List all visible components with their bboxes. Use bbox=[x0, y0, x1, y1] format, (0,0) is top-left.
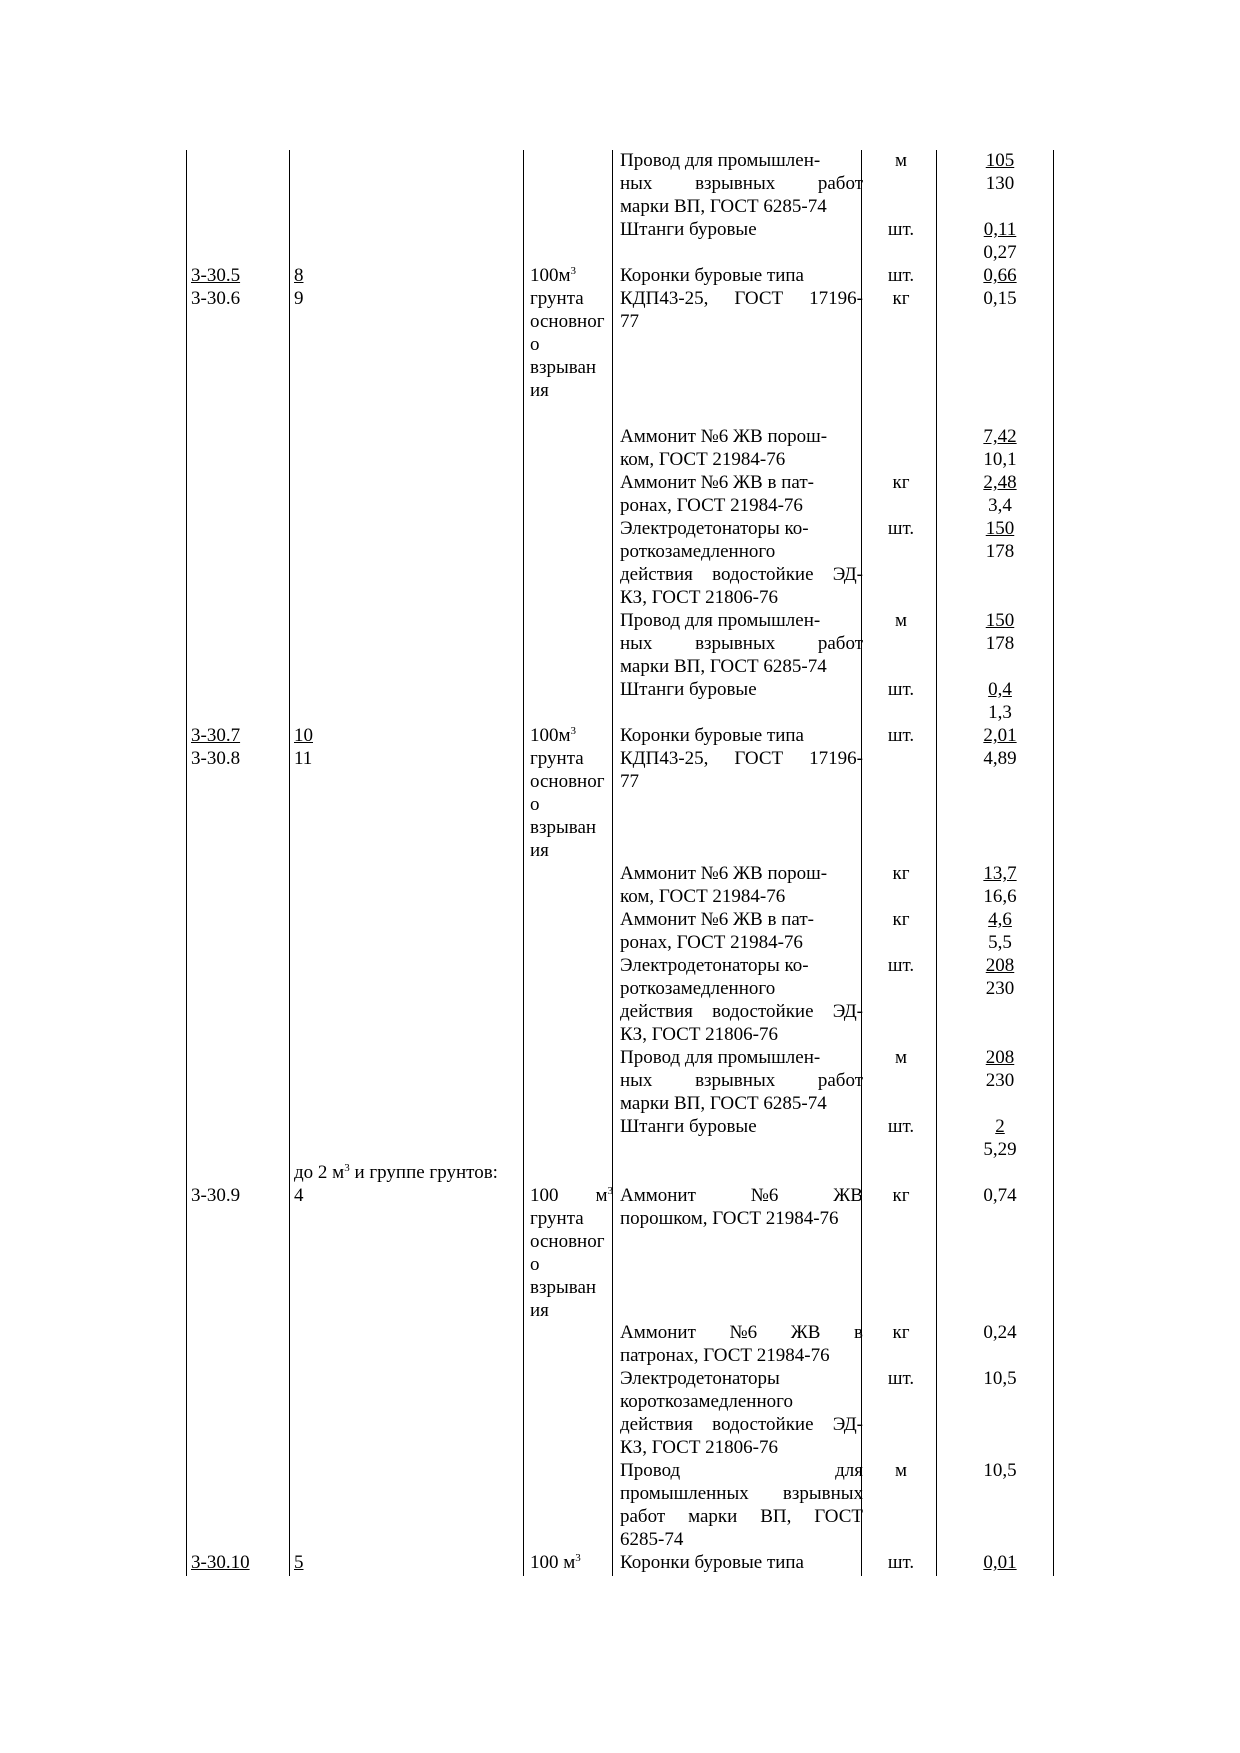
material-crowns: Коронки буровые типа КДП43-25, ГОСТ 17196- 77 bbox=[620, 725, 863, 792]
unit-cell: шт. bbox=[887, 1368, 915, 1389]
material-wire: Провод для промышлен- ных взрывных работ марки ВП, ГОСТ 6285-74 bbox=[620, 610, 863, 677]
material-ammonit-cartridges: Аммонит №6 ЖВ в пат- ронах, ГОСТ 21984-76 bbox=[620, 472, 814, 516]
col-line-1 bbox=[186, 150, 187, 1576]
value-cell: 150 178 bbox=[985, 610, 1015, 654]
row-number: 5 bbox=[294, 1552, 304, 1573]
material-wire: Провод для промышленных взрывных работ марки ВП, ГОСТ 6285-74 bbox=[620, 1460, 863, 1550]
col-line-3 bbox=[523, 150, 524, 1576]
col-line-6 bbox=[936, 150, 937, 1576]
value-cell: 105 130 bbox=[985, 150, 1015, 194]
row-number: 10 11 bbox=[294, 725, 313, 769]
unit-cell: м bbox=[894, 1460, 908, 1481]
value-cell: 0,11 0,27 bbox=[983, 219, 1017, 263]
unit-cell: кг bbox=[892, 1185, 910, 1206]
measure-unit: $100м^3$ грунта основног о взрыван ия bbox=[530, 725, 605, 861]
unit-cell: шт. bbox=[887, 679, 915, 700]
col-line-2 bbox=[289, 150, 290, 1576]
value-cell: 0,4 1,3 bbox=[988, 679, 1012, 723]
material-ammonit-cartridges: Аммонит №6 ЖВ в патронах, ГОСТ 21984-76 bbox=[620, 1322, 863, 1366]
unit-cell: шт. кг bbox=[887, 265, 915, 309]
unit-cell: шт. bbox=[887, 219, 915, 240]
unit-cell: м bbox=[894, 610, 908, 631]
value-cell: 2 5,29 bbox=[983, 1116, 1017, 1160]
material-wire: Провод для промышлен- ных взрывных работ марки ВП, ГОСТ 6285-74 bbox=[620, 150, 863, 217]
material-ammonit-powder: Аммонит №6 ЖВ порош- ком, ГОСТ 21984-76 bbox=[620, 426, 828, 470]
value-cell: 208 230 bbox=[985, 1047, 1015, 1091]
value-cell: 4,6 5,5 bbox=[988, 909, 1012, 953]
value-cell: 150 178 bbox=[985, 518, 1015, 562]
material-crowns: Коронки буровые типа bbox=[620, 1552, 804, 1573]
unit-cell: кг bbox=[892, 1322, 910, 1343]
unit-cell: м bbox=[894, 1047, 908, 1068]
material-ammonit-cartridges: Аммонит №6 ЖВ в пат- ронах, ГОСТ 21984-76 bbox=[620, 909, 814, 953]
unit-cell: шт. bbox=[887, 518, 915, 539]
unit-cell: кг bbox=[892, 909, 910, 930]
row-code: 3-30.9 bbox=[191, 1185, 241, 1206]
material-detonators: Электродетонаторы короткозамедленного действия водостойкие ЭД- КЗ, ГОСТ 21806-76 bbox=[620, 1368, 863, 1458]
unit-cell: шт. bbox=[887, 1116, 915, 1137]
measure-unit: $100м^3$ грунта основног о взрыван ия bbox=[530, 265, 605, 401]
unit-cell: м bbox=[894, 150, 908, 171]
material-detonators: Электродетонаторы ко- роткозамедленного действия водостойкие ЭД- КЗ, ГОСТ 21806-76 bbox=[620, 955, 863, 1045]
measure-unit: 100 $м^3$ bbox=[530, 1552, 581, 1573]
row-number: 8 9 bbox=[294, 265, 304, 309]
value-cell: 0,74 bbox=[983, 1185, 1017, 1206]
material-ammonit-powder: Аммонит №6 ЖВ порошком, ГОСТ 21984-76 bbox=[620, 1185, 863, 1229]
material-wire: Провод для промышлен- ных взрывных работ марки ВП, ГОСТ 6285-74 bbox=[620, 1047, 863, 1114]
measure-unit: 100 $м^3$ грунта основног о взрыван ия bbox=[530, 1185, 613, 1321]
row-code: 3-30.10 bbox=[191, 1552, 250, 1573]
value-cell: 10,5 bbox=[983, 1368, 1017, 1389]
value-cell: 13,7 16,6 bbox=[983, 863, 1017, 907]
unit-cell: шт. bbox=[887, 1552, 915, 1573]
row-code: 3-30.7 3-30.8 bbox=[191, 725, 241, 769]
value-cell: 7,42 10,1 bbox=[983, 426, 1017, 470]
material-rods: Штанги буровые bbox=[620, 1116, 757, 1137]
unit-cell: кг bbox=[892, 472, 910, 493]
material-rods: Штанги буровые bbox=[620, 219, 757, 240]
group-heading: до 2 $м^3$ и группе грунтов: bbox=[294, 1162, 498, 1183]
value-cell: 0,24 bbox=[983, 1322, 1017, 1343]
unit-cell: шт. bbox=[887, 955, 915, 976]
material-crowns: Коронки буровые типа КДП43-25, ГОСТ 17196- 77 bbox=[620, 265, 863, 332]
material-ammonit-powder: Аммонит №6 ЖВ порош- ком, ГОСТ 21984-76 bbox=[620, 863, 828, 907]
value-cell: 10,5 bbox=[983, 1460, 1017, 1481]
unit-cell: шт. bbox=[887, 725, 915, 746]
value-cell: 0,66 0,15 bbox=[983, 265, 1017, 309]
row-code: 3-30.5 3-30.6 bbox=[191, 265, 241, 309]
value-cell: 0,01 bbox=[983, 1552, 1017, 1573]
material-detonators: Электродетонаторы ко- роткозамедленного действия водостойкие ЭД- КЗ, ГОСТ 21806-76 bbox=[620, 518, 863, 608]
value-cell: 208 230 bbox=[985, 955, 1015, 999]
value-cell: 2,01 4,89 bbox=[983, 725, 1017, 769]
material-rods: Штанги буровые bbox=[620, 679, 757, 700]
unit-cell: кг bbox=[892, 863, 910, 884]
row-number: 4 bbox=[294, 1185, 304, 1206]
value-cell: 2,48 3,4 bbox=[983, 472, 1017, 516]
